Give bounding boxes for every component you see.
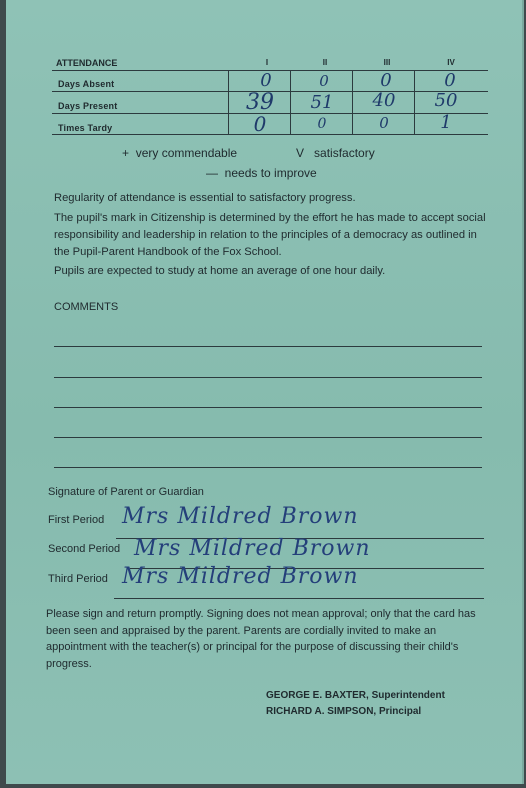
regularity-note: Regularity of attendance is essential to satisfactory progress. bbox=[54, 192, 356, 204]
third-period-signature: Mrs Mildred Brown bbox=[122, 564, 359, 589]
absent-period-1: 0 bbox=[260, 70, 272, 91]
row-label: Times Tardy bbox=[58, 123, 113, 133]
return-instructions: Please sign and return promptly. Signing does not mean approval; only that the card has been seen and appraised by the parent. Parents are cordially invited to make an appointment with the teacher(s) or principal for the purpose of discussing their child's progress. bbox=[46, 608, 476, 670]
period-header-2: II bbox=[322, 58, 328, 67]
row-label: Days Absent bbox=[58, 79, 115, 89]
row-label: Days Present bbox=[58, 101, 118, 111]
period-header-3: III bbox=[383, 58, 391, 67]
row-days-present bbox=[52, 92, 488, 113]
row-times-tardy bbox=[52, 114, 488, 135]
dash-text: needs to improve bbox=[224, 166, 317, 180]
third-period-line bbox=[114, 598, 484, 599]
citizenship-note: The pupil's mark in Citizenship is determined by the effort he has made to accept social responsibility and leadership in relation to the principles of a democracy as outlined in the Pupil-Parent Handbook of the Fox School. bbox=[54, 212, 486, 258]
check-text: satisfactory bbox=[314, 146, 375, 160]
report-card bbox=[6, 0, 524, 784]
comment-line-2 bbox=[54, 377, 482, 378]
first-period-signature: Mrs Mildred Brown bbox=[122, 504, 359, 529]
period-header-4: IV bbox=[447, 58, 455, 67]
comment-line-4 bbox=[54, 437, 482, 438]
first-period-label: First Period bbox=[48, 514, 105, 526]
present-period-4: 50 bbox=[434, 90, 458, 111]
plus-text: very commendable bbox=[135, 146, 238, 160]
principal: RICHARD A. SIMPSON, Principal bbox=[266, 706, 422, 717]
check-symbol: V bbox=[296, 146, 305, 160]
tardy-period-1: 0 bbox=[253, 112, 267, 136]
comment-line-1 bbox=[54, 346, 482, 347]
signature-heading: Signature of Parent or Guardian bbox=[48, 486, 204, 498]
absent-period-4: 0 bbox=[444, 70, 456, 91]
dash-symbol: — bbox=[206, 166, 218, 180]
tardy-period-4: 1 bbox=[440, 112, 452, 133]
tardy-period-2: 0 bbox=[317, 116, 327, 132]
superintendent: GEORGE E. BAXTER, Superintendent bbox=[266, 690, 445, 701]
comment-line-3 bbox=[54, 407, 482, 408]
legend-plus bbox=[122, 146, 237, 160]
second-period-signature: Mrs Mildred Brown bbox=[134, 536, 371, 561]
second-period-label: Second Period bbox=[48, 543, 121, 555]
legend-check bbox=[296, 146, 375, 160]
tardy-period-3: 0 bbox=[379, 114, 389, 132]
comment-line-5 bbox=[54, 467, 482, 468]
absent-period-3: 0 bbox=[380, 70, 392, 91]
period-header-1: I bbox=[265, 58, 269, 67]
third-period-label: Third Period bbox=[48, 573, 108, 585]
plus-symbol: + bbox=[122, 146, 130, 160]
present-period-3: 40 bbox=[372, 90, 396, 111]
absent-period-2: 0 bbox=[319, 72, 329, 90]
study-note: Pupils are expected to study at home an average of one hour daily. bbox=[54, 265, 386, 277]
row-days-absent bbox=[52, 70, 488, 91]
comments-heading: COMMENTS bbox=[54, 301, 119, 313]
legend-dash bbox=[206, 166, 317, 180]
attendance-title: ATTENDANCE bbox=[56, 58, 118, 68]
present-period-1: 39 bbox=[246, 90, 274, 115]
present-period-2: 51 bbox=[310, 92, 334, 113]
